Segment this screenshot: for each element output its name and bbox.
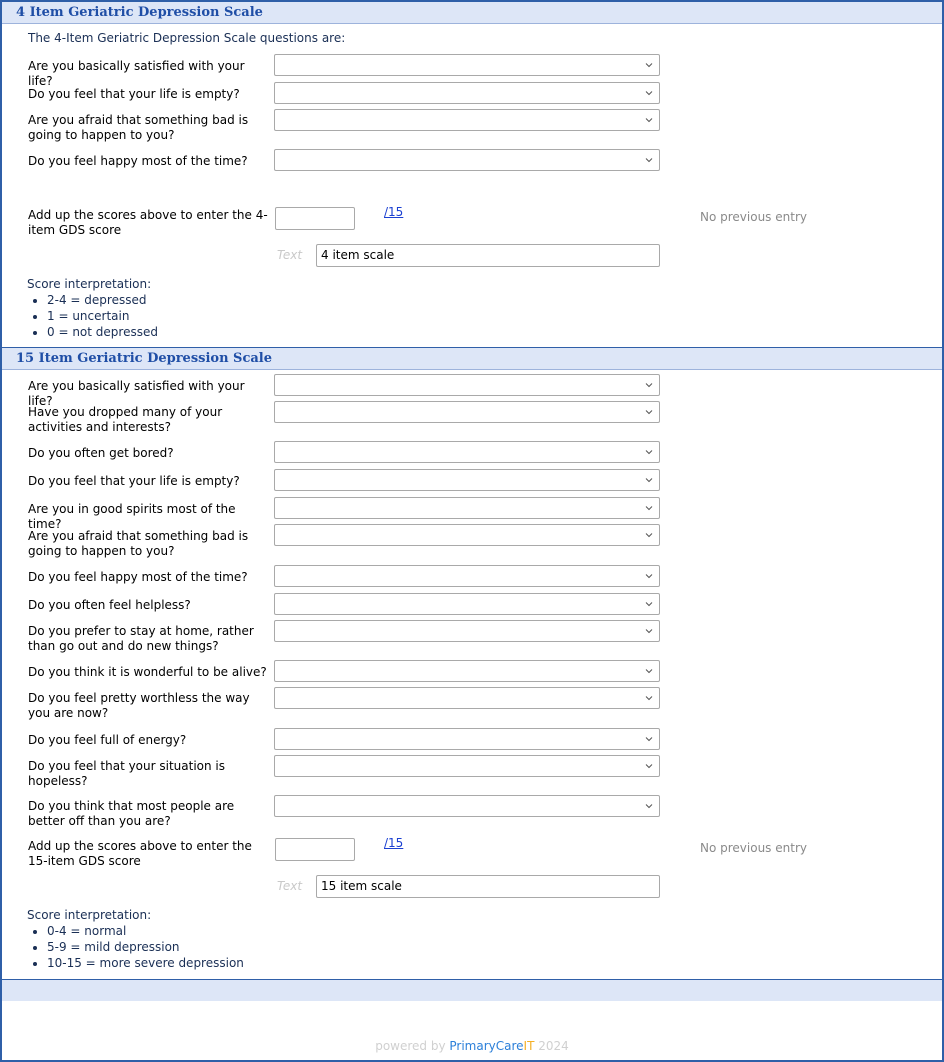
gds4-interp-item: • 1 = uncertain: [47, 308, 158, 324]
gds15-answer-select-4[interactable]: [274, 469, 660, 491]
gds15-answer-select-13[interactable]: [274, 755, 660, 777]
chevron-down-icon: [645, 116, 653, 124]
gds15-question-label: Do you feel that your life is empty?: [28, 474, 240, 488]
gds4-score-interpretation: [27, 276, 158, 340]
gds15-question-label: Have you dropped many of your activities and interests?: [28, 405, 223, 434]
gds15-answer-select-9[interactable]: [274, 620, 660, 642]
powered-by-text: powered by: [375, 1039, 446, 1053]
gds4-text-placeholder: Text: [277, 248, 303, 262]
gds15-interp-item: • 0-4 = normal: [47, 923, 244, 939]
chevron-down-icon: [645, 762, 653, 770]
chevron-down-icon: [645, 802, 653, 810]
chevron-down-icon: [645, 381, 653, 389]
brand-it: IT: [523, 1039, 535, 1053]
gds4-score-input[interactable]: [275, 207, 355, 230]
gds4-text-input[interactable]: 4 item scale: [316, 244, 660, 267]
gds15-score-label: Add up the scores above to enter the 15-item GDS score: [28, 839, 252, 868]
footer-year: 2024: [538, 1039, 569, 1053]
gds15-interp-item: • 5-9 = mild depression: [47, 939, 244, 955]
gds4-score-label: Add up the scores above to enter the 4-item GDS score: [28, 208, 268, 237]
gds15-question-label: Do you prefer to stay at home, rather than go out and do new things?: [28, 624, 254, 653]
gds4-question-label: Do you feel happy most of the time?: [28, 154, 248, 168]
chevron-down-icon: [645, 504, 653, 512]
gds4-answer-select-2[interactable]: [274, 82, 660, 104]
gds4-answer-select-3[interactable]: [274, 109, 660, 131]
gds4-question-label: Are you basically satisfied with your life?: [28, 59, 245, 88]
chevron-down-icon: [645, 735, 653, 743]
gds4-question-label: Do you feel that your life is empty?: [28, 87, 240, 101]
gds15-question-label: Do you feel that your situation is hopeless?: [28, 759, 226, 788]
chevron-down-icon: [645, 531, 653, 539]
gds4-previous-entry: No previous entry: [700, 210, 807, 224]
footer-bar: [2, 979, 942, 1001]
gds15-question-label: Do you feel happy most of the time?: [28, 570, 248, 584]
gds15-answer-select-3[interactable]: [274, 441, 660, 463]
gds15-text-input[interactable]: 15 item scale: [316, 875, 660, 898]
chevron-down-icon: [645, 408, 653, 416]
gds15-interp-item: • 10-15 = more severe depression: [47, 955, 244, 971]
gds15-answer-select-2[interactable]: [274, 401, 660, 423]
gds15-score-interpretation: [27, 907, 244, 971]
gds15-answer-select-12[interactable]: [274, 728, 660, 750]
gds15-answer-select-7[interactable]: [274, 565, 660, 587]
gds4-question-label: Are you afraid that something bad is going to happen to you?: [28, 113, 249, 142]
gds15-question-label: Do you think it is wonderful to be alive?: [28, 665, 267, 679]
gds15-previous-entry: No previous entry: [700, 841, 807, 855]
gds4-answer-select-1[interactable]: [274, 54, 660, 76]
chevron-down-icon: [645, 89, 653, 97]
gds4-intro: The 4-Item Geriatric Depression Scale questions are:: [28, 31, 346, 45]
brand-name: PrimaryCare: [449, 1039, 524, 1053]
chevron-down-icon: [645, 572, 653, 580]
chevron-down-icon: [645, 448, 653, 456]
gds15-score-input[interactable]: [275, 838, 355, 861]
gds15-answer-select-1[interactable]: [274, 374, 660, 396]
section-header-gds4: 4 Item Geriatric Depression Scale: [2, 2, 942, 24]
gds15-question-label: Do you think that most people are better off than you are?: [28, 799, 235, 828]
gds4-interp-item: • 0 = not depressed: [47, 324, 158, 340]
gds15-question-label: Do you feel pretty worthless the way you are now?: [28, 691, 250, 720]
chevron-down-icon: [645, 627, 653, 635]
gds4-interp-title: Score interpretation:: [27, 277, 152, 291]
gds4-max-score-link[interactable]: /15: [384, 205, 404, 219]
gds15-question-label: Are you afraid that something bad is going to happen to you?: [28, 529, 249, 558]
gds15-answer-select-8[interactable]: [274, 593, 660, 615]
gds15-question-label: Are you in good spirits most of the time?: [28, 502, 236, 531]
gds15-answer-select-14[interactable]: [274, 795, 660, 817]
section-header-gds15: 15 Item Geriatric Depression Scale: [2, 348, 942, 370]
gds15-question-label: Do you often get bored?: [28, 446, 174, 460]
chevron-down-icon: [645, 694, 653, 702]
gds4-interp-item: • 2-4 = depressed: [47, 292, 158, 308]
gds15-question-label: Do you often feel helpless?: [28, 598, 191, 612]
brand-link[interactable]: [449, 1039, 534, 1053]
gds15-answer-select-6[interactable]: [274, 524, 660, 546]
chevron-down-icon: [645, 600, 653, 608]
chevron-down-icon: [645, 61, 653, 69]
chevron-down-icon: [645, 667, 653, 675]
gds15-answer-select-11[interactable]: [274, 687, 660, 709]
gds15-interp-title: Score interpretation:: [27, 908, 152, 922]
gds15-answer-select-5[interactable]: [274, 497, 660, 519]
powered-by: [0, 1039, 944, 1053]
chevron-down-icon: [645, 476, 653, 484]
gds4-answer-select-4[interactable]: [274, 149, 660, 171]
chevron-down-icon: [645, 156, 653, 164]
gds15-question-label: Are you basically satisfied with your life?: [28, 379, 245, 408]
gds15-question-label: Do you feel full of energy?: [28, 733, 187, 747]
gds15-answer-select-10[interactable]: [274, 660, 660, 682]
gds15-max-score-link[interactable]: /15: [384, 836, 404, 850]
gds15-text-placeholder: Text: [277, 879, 303, 893]
